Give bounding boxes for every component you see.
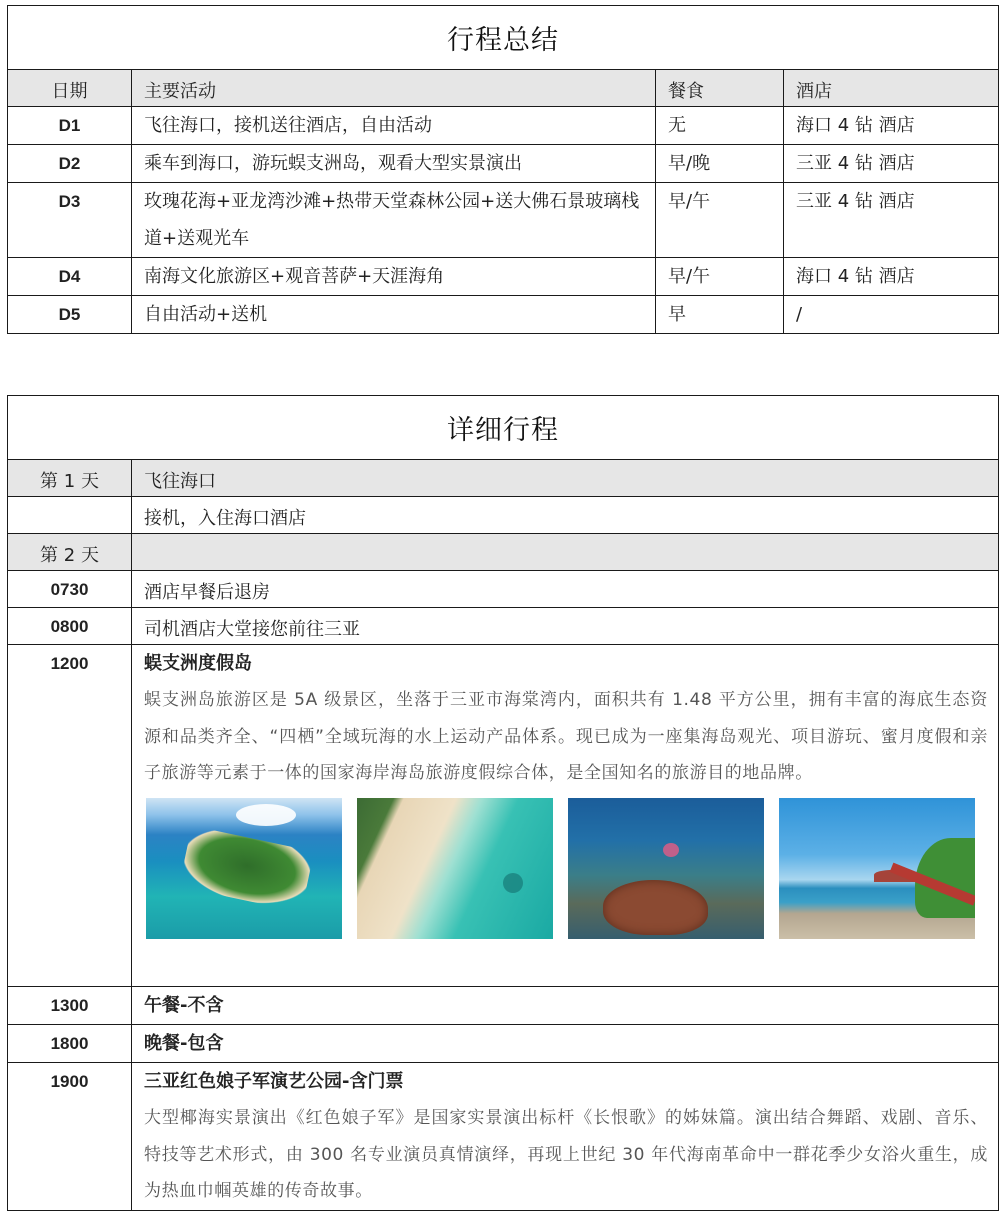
hotel-cell: / [784, 296, 999, 334]
empty-time-cell [8, 497, 132, 534]
table-row [8, 571, 999, 608]
meals-cell: 早 [656, 296, 784, 334]
table-row [8, 183, 999, 258]
activity-cell [132, 987, 999, 1025]
activity-cell: 自由活动+送机 [132, 296, 656, 334]
header-activity: 主要活动 [132, 70, 656, 107]
table-row [8, 296, 999, 334]
seaside-pavilion-boardwalk-photo [779, 798, 975, 939]
table-row [8, 107, 999, 145]
time-cell: 1200 [8, 645, 132, 987]
activity-cell: 南海文化旅游区+观音菩萨+天涯海角 [132, 258, 656, 296]
summary-header-row [8, 70, 999, 107]
table-row [8, 645, 999, 987]
activity-cell [132, 1025, 999, 1063]
aerial-island-photo [146, 798, 342, 939]
meals-cell: 早/午 [656, 258, 784, 296]
beach-aerial-photo [357, 798, 553, 939]
day-note: 接机，入住海口酒店 [132, 497, 999, 534]
activity-cell: 玫瑰花海+亚龙湾沙滩+热带天堂森林公园+送大佛石景玻璃栈道+送观光车 [132, 183, 656, 258]
day-header-row [8, 460, 999, 497]
table-row [8, 1025, 999, 1063]
meals-cell: 早/午 [656, 183, 784, 258]
table-row [8, 987, 999, 1025]
hotel-cell: 海口 4 钻 酒店 [784, 258, 999, 296]
hotel-cell: 三亚 4 钻 酒店 [784, 145, 999, 183]
activity-cell: 酒店早餐后退房 [132, 571, 999, 608]
activity-cell [132, 645, 999, 987]
header-hotel: 酒店 [784, 70, 999, 107]
day-label-text: 第 2 天 [40, 545, 99, 566]
activity-title: 午餐-不含 [144, 995, 224, 1016]
activity-description: 大型椰海实景演出《红色娘子军》是国家实景演出标杆《长恨歌》的姊妹篇。演出结合舞蹈、戏剧、音乐、特技等艺术形式，由 300 名专业演员真情演绎，再现上世纪 30 年代海南革命中一群花季少女浴火重生，成为热血巾帼英雄的传奇故事。 [144, 1108, 988, 1201]
time-cell: 1900 [8, 1063, 132, 1211]
day-label [8, 460, 132, 497]
detailed-itinerary-table [7, 395, 999, 1211]
hotel-cell: 三亚 4 钻 酒店 [784, 183, 999, 258]
activity-description: 蜈支洲岛旅游区是 5A 级景区，坐落于三亚市海棠湾内，面积共有 1.48 平方公里，拥有丰富的海底生态资源和品类齐全、“四栖”全域玩海的水上运动产品体系。现已成为一座集海岛观光、项目游玩、蜜月度假和亲子旅游等元素于一体的国家海岸海岛旅游度假综合体，是全国知名的旅游目的地品牌。 [144, 690, 988, 783]
header-date: 日期 [8, 70, 132, 107]
meals-cell: 早/晚 [656, 145, 784, 183]
activity-cell: 司机酒店大堂接您前往三亚 [132, 608, 999, 645]
table-row [8, 1063, 999, 1211]
time-cell: 0800 [8, 608, 132, 645]
detail-title: 详细行程 [8, 396, 999, 460]
header-meals: 餐食 [656, 70, 784, 107]
coral-reef-photo [568, 798, 764, 939]
day-cell: D4 [8, 258, 132, 296]
day-cell: D5 [8, 296, 132, 334]
day-cell: D1 [8, 107, 132, 145]
activity-cell: 飞往海口，接机送往酒店，自由活动 [132, 107, 656, 145]
itinerary-summary-table [7, 5, 999, 334]
hotel-cell: 海口 4 钻 酒店 [784, 107, 999, 145]
table-row [8, 258, 999, 296]
day-heading: 飞往海口 [132, 460, 999, 497]
activity-cell: 乘车到海口，游玩蜈支洲岛，观看大型实景演出 [132, 145, 656, 183]
meals-cell: 无 [656, 107, 784, 145]
activity-title: 蜈支洲度假岛 [144, 653, 252, 674]
time-cell: 0730 [8, 571, 132, 608]
day-header-row [8, 534, 999, 571]
time-cell: 1300 [8, 987, 132, 1025]
time-cell: 1800 [8, 1025, 132, 1063]
table-row [8, 497, 999, 534]
table-row [8, 145, 999, 183]
photo-gallery [144, 792, 988, 948]
day-cell: D3 [8, 183, 132, 258]
activity-title: 晚餐-包含 [144, 1033, 224, 1054]
activity-cell [132, 1063, 999, 1211]
day-label [8, 534, 132, 571]
summary-title: 行程总结 [8, 6, 999, 70]
activity-title: 三亚红色娘子军演艺公园-含门票 [144, 1071, 404, 1092]
day-cell: D2 [8, 145, 132, 183]
table-row [8, 608, 999, 645]
day-label-text: 第 1 天 [40, 471, 99, 492]
day-heading [132, 534, 999, 571]
